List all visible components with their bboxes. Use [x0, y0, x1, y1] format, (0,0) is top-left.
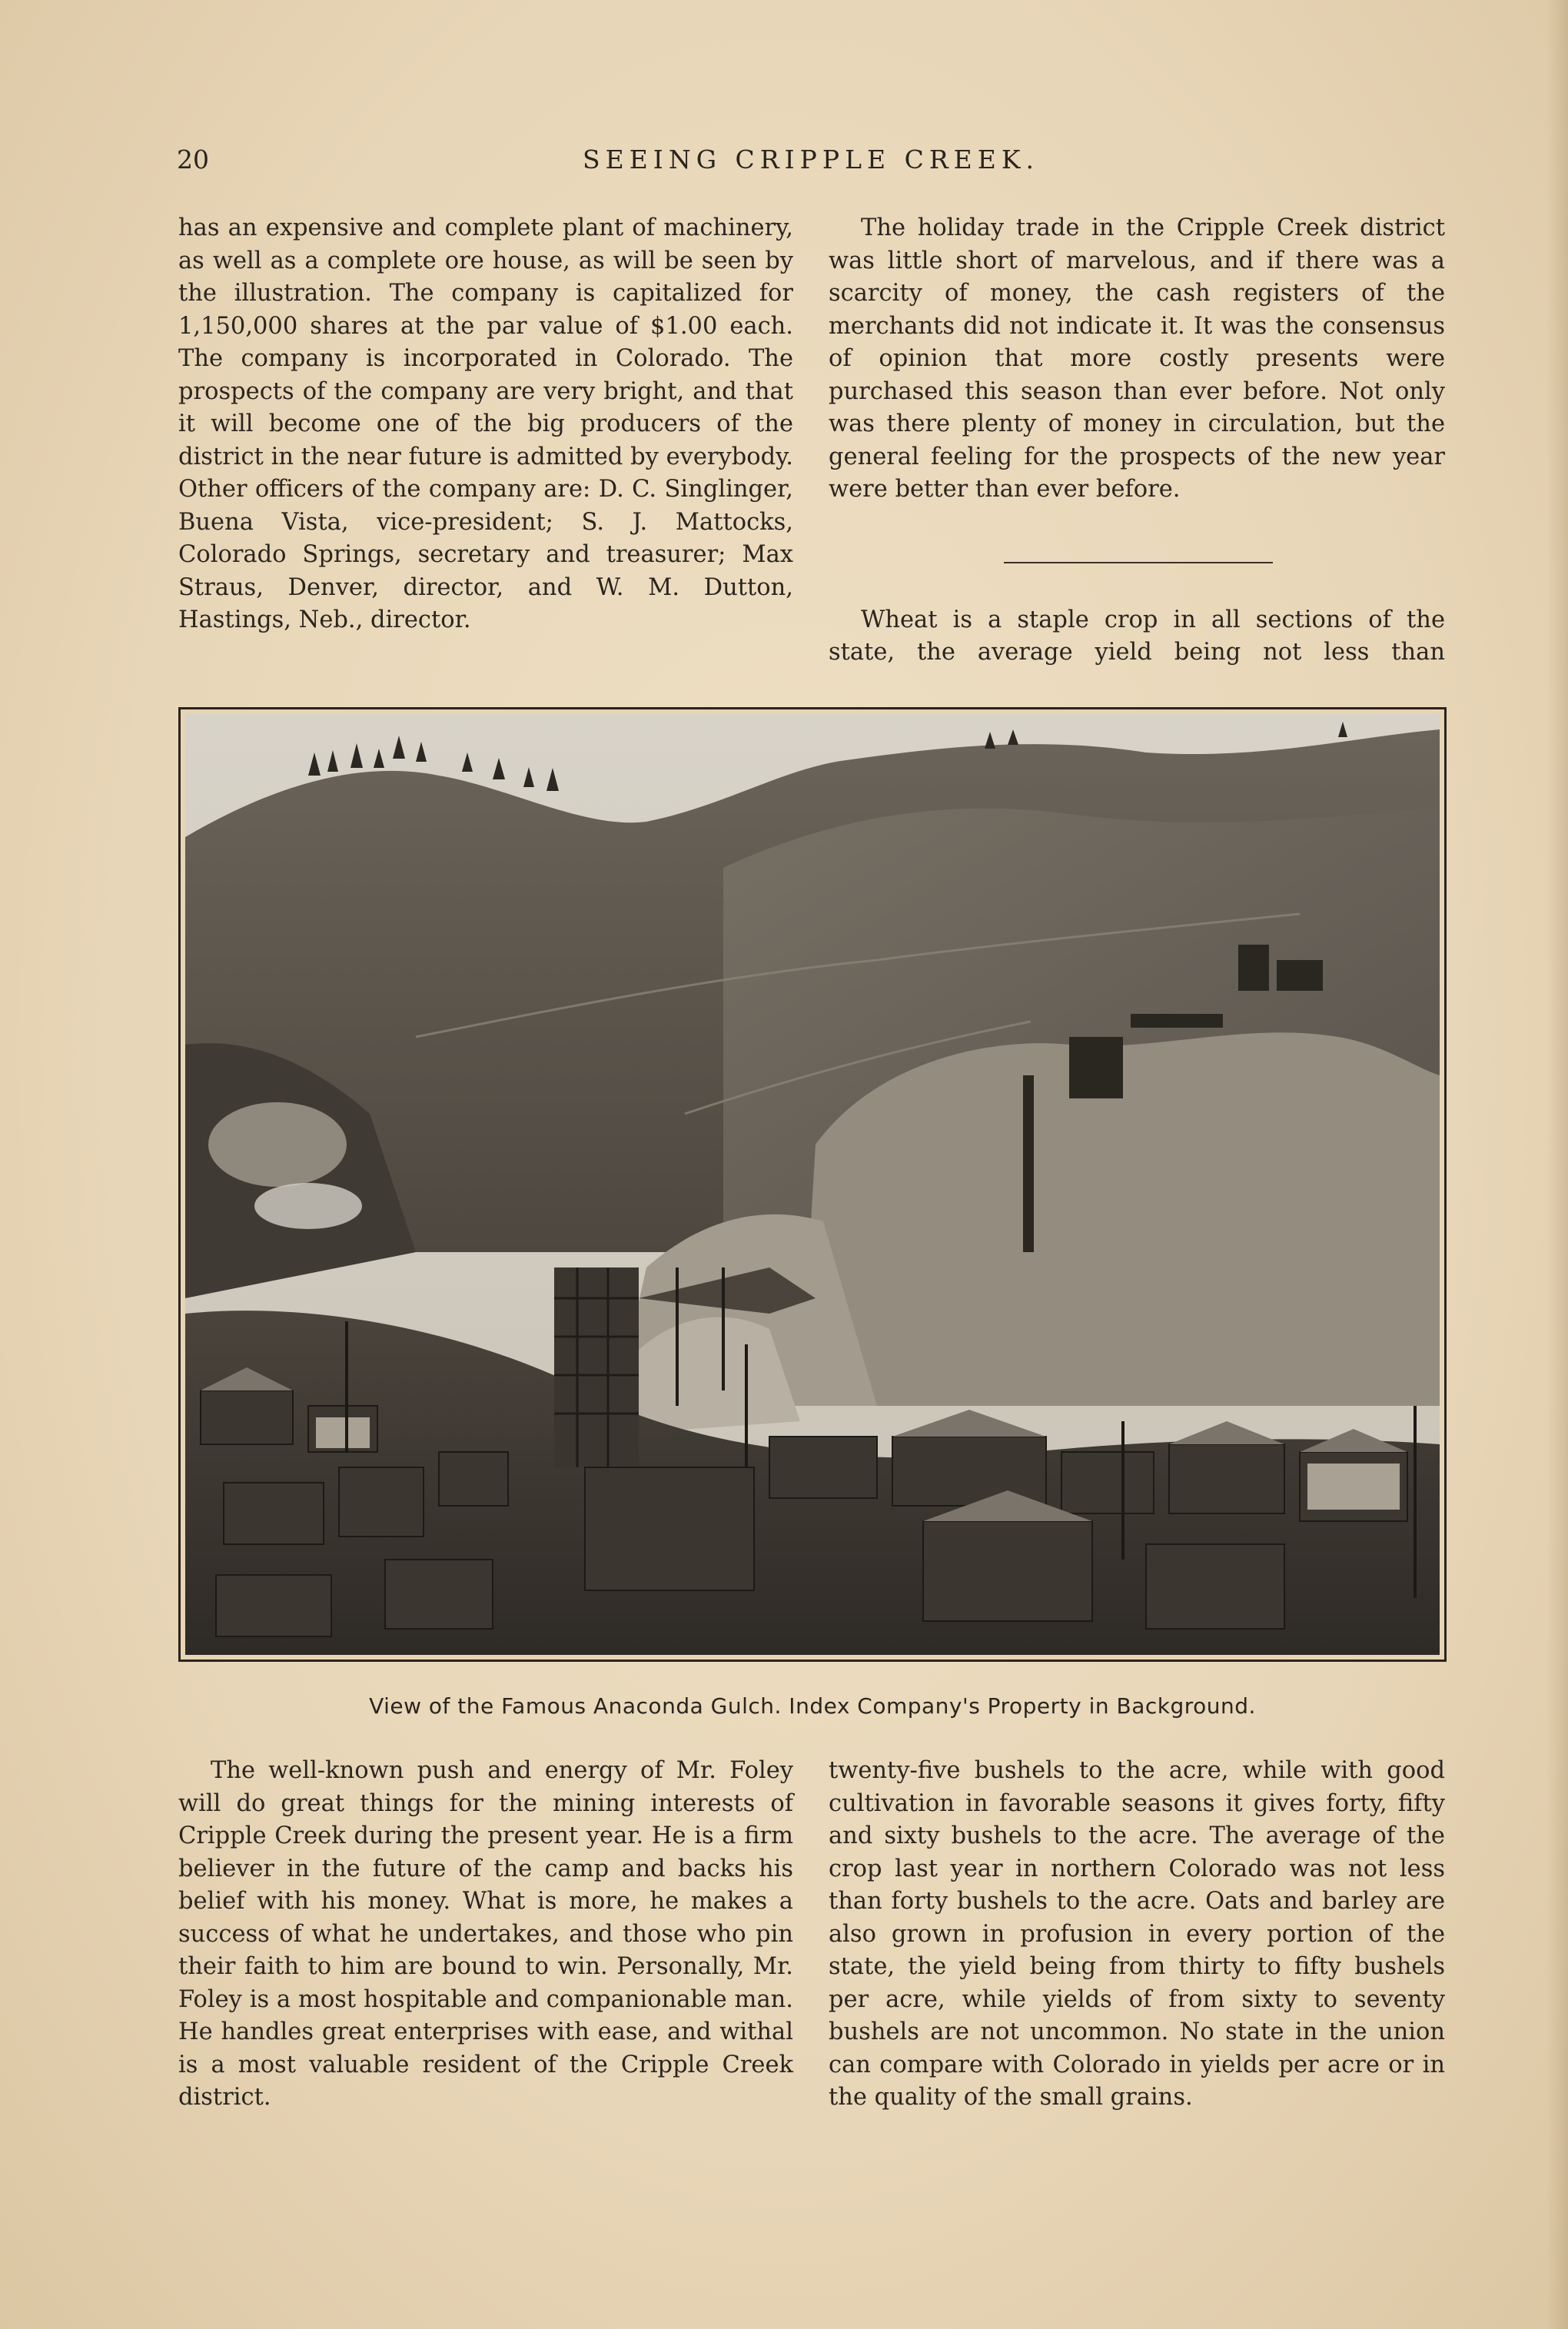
page-header — [177, 145, 1445, 183]
paragraph-wheat-start: Wheat is a staple crop in all sections of the state, the average yield being not less than — [829, 606, 1445, 666]
figure-caption: View of the Famous Anaconda Gulch. Index Company's Property in Background. — [369, 1693, 1256, 1719]
page-number: 20 — [177, 145, 209, 174]
page-edge-shadow — [1546, 0, 1568, 2329]
paragraph-wheat-continued: twenty-five bushels to the acre, while with good cultivation in favorable seasons it gives forty, fifty and sixty bushels to the acre. The average of the crop last year in northern Colorado was not less than forty bushels to the acre. Oats and barley are also grown in profusion in every portion of the state, the yield being from thirty to fifty bushels per acre, while yields of from sixty to seventy bushels are not uncommon. No state in the union can compare with Colorado in yields per acre or in the quality of the small grains. — [829, 1757, 1445, 2111]
column-bottom-left — [178, 1755, 793, 2115]
section-divider-rule — [1004, 562, 1273, 563]
section-gap — [829, 507, 1445, 604]
anaconda-gulch-photo — [185, 714, 1440, 1655]
column-bottom-right — [829, 1755, 1445, 2115]
paragraph-holiday-trade: The holiday trade in the Cripple Creek district was little short of marvelous, and if there was a scarcity of money, the cash registers of the merchants did not indicate it. It was the consensus of opinion that more costly presents were purchased this season than ever before. Not only was there plenty of money in circulation, but the general feeling for the prospects of the new year were better than ever before. — [829, 214, 1445, 503]
column-top-right — [829, 212, 1445, 669]
column-top-left — [178, 212, 793, 637]
halftone-photograph — [178, 707, 1447, 1662]
paragraph-mr-foley: The well-known push and energy of Mr. Foley will do great things for the mining interests of Cripple Creek during the present year. He is a firm believer in the future of the camp and backs his belief with his money. What is more, he makes a success of what he undertakes, and those who pin their faith to him are bound to win. Personally, Mr. Foley is a most hospitable and companionable man. He handles great enterprises with ease, and withal is a most valuable resident of the Cripple Creek district. — [178, 1757, 793, 2111]
running-title: SEEING CRIPPLE CREEK. — [583, 145, 1039, 174]
paragraph-company-plant: has an expensive and complete plant of machinery, as well as a complete ore house, as will be seen by the illustration. The company is capitalized for 1,150,000 shares at the par value of $1.00 each. The company is incorporated in Colorado. The prospects of the company are very bright, and that it will become one of the big producers of the district in the near future is admitted by everybody. Other officers of the company are: D. C. Singlinger, Buena Vista, vice-president; S. J. Mattocks, Colorado Springs, secretary and treasurer; Max Straus, Denver, director, and W. M. Dutton, Hastings, Neb., director. — [178, 214, 793, 633]
